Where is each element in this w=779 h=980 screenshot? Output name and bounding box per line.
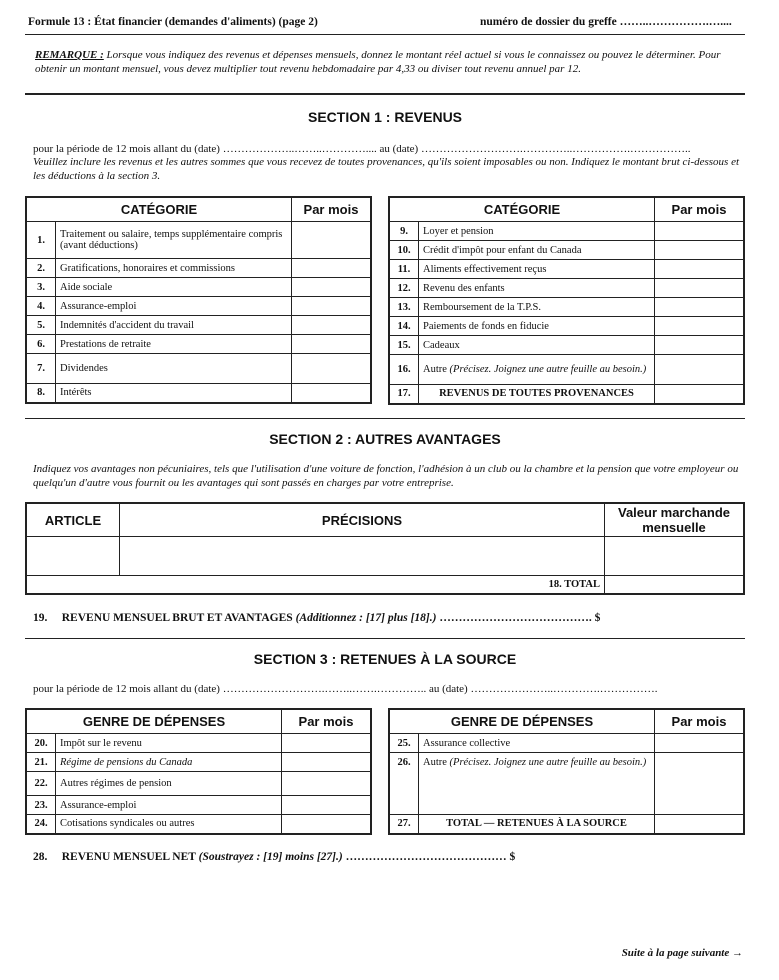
- col-expense-type: GENRE DE DÉPENSES: [389, 709, 655, 734]
- amount-field[interactable]: [655, 222, 745, 241]
- row-label: Impôt sur le revenu: [56, 734, 282, 753]
- row-number: 2.: [26, 259, 56, 278]
- section1-period[interactable]: pour la période de 12 mois allant du (date) ………………..……..………….... au (date) ……………………….…………..…………….……………..: [33, 143, 691, 155]
- line-number: 19.: [33, 612, 48, 624]
- row-label: Autre (Précisez. Joignez une autre feuille au besoin.): [419, 355, 655, 385]
- table-row: [389, 753, 744, 815]
- amount-field[interactable]: [655, 336, 745, 355]
- form-title: Formule 13 : État financier (demandes d'aliments) (page 2): [28, 16, 318, 28]
- section2-rule: [25, 638, 745, 639]
- amount-field[interactable]: [292, 222, 372, 259]
- table-row: [26, 316, 371, 335]
- row-label: Paiements de fonds en fiducie: [419, 317, 655, 336]
- row-label: Assurance collective: [419, 734, 655, 753]
- row-number: 15.: [389, 336, 419, 355]
- total-row: [389, 815, 744, 834]
- row-note: (Précisez. Joignez une autre feuille au besoin.): [449, 364, 647, 375]
- amount-field[interactable]: [655, 317, 745, 336]
- row-number: 6.: [26, 335, 56, 354]
- row-label: Assurance-emploi: [56, 796, 282, 815]
- row-number: 25.: [389, 734, 419, 753]
- amount-field[interactable]: [292, 354, 372, 384]
- remark-text: Lorsque vous indiquez des revenus et dépenses mensuels, donnez le montant réel actuel si vous le connaissez ou pouvez le déterminer. Pour obtenir un montant mensuel, vous devez multiplier tout revenu hebdomadaire par 4,33 ou diviser tout revenu annuel par 12.: [35, 49, 721, 75]
- col-category: CATÉGORIE: [26, 197, 292, 222]
- amount-field[interactable]: …………………………………… $: [345, 851, 516, 863]
- amount-field[interactable]: [292, 297, 372, 316]
- amount-field[interactable]: [282, 734, 372, 753]
- row-number: 14.: [389, 317, 419, 336]
- amount-field[interactable]: [655, 298, 745, 317]
- col-details: PRÉCISIONS: [120, 503, 605, 537]
- row-label: Aide sociale: [56, 278, 292, 297]
- row-number: 12.: [389, 279, 419, 298]
- table-row: [389, 355, 744, 385]
- row-label: Cadeaux: [419, 336, 655, 355]
- row-label: Intérêts: [56, 384, 292, 403]
- table-row: [26, 772, 371, 796]
- line-19: [33, 612, 600, 624]
- remark: [35, 48, 745, 76]
- col-category: CATÉGORIE: [389, 197, 655, 222]
- amount-field[interactable]: [655, 241, 745, 260]
- table-row: [26, 354, 371, 384]
- row-number: 20.: [26, 734, 56, 753]
- table-row: [26, 753, 371, 772]
- row-number: 7.: [26, 354, 56, 384]
- amount-field[interactable]: [655, 279, 745, 298]
- row-label: Autres régimes de pension: [56, 772, 282, 796]
- amount-field[interactable]: [655, 260, 745, 279]
- row-label: Loyer et pension: [419, 222, 655, 241]
- section3-title: SECTION 3 : RETENUES À LA SOURCE: [253, 651, 517, 667]
- total-label: 18. TOTAL: [26, 576, 605, 594]
- col-per-month: Par mois: [292, 197, 372, 222]
- table-row: [389, 317, 744, 336]
- line-label: REVENU MENSUEL NET: [61, 851, 196, 863]
- line-number: 28.: [33, 851, 48, 863]
- row-number: 5.: [26, 316, 56, 335]
- row-label: Assurance-emploi: [56, 297, 292, 316]
- value-field[interactable]: [605, 537, 745, 576]
- col-value: Valeur marchande mensuelle: [605, 503, 745, 537]
- table-row: [26, 278, 371, 297]
- col-expense-type: GENRE DE DÉPENSES: [26, 709, 282, 734]
- total-row: [26, 576, 744, 594]
- deductions-table-left: [25, 708, 372, 835]
- row-label: Revenu des enfants: [419, 279, 655, 298]
- col-per-month: Par mois: [655, 197, 745, 222]
- details-field[interactable]: [120, 537, 605, 576]
- total-field[interactable]: [655, 385, 745, 404]
- row-label: Cotisations syndicales ou autres: [56, 815, 282, 834]
- amount-field[interactable]: [655, 753, 745, 815]
- total-field[interactable]: [605, 576, 745, 594]
- col-article: ARTICLE: [26, 503, 120, 537]
- row-number: 27.: [389, 815, 419, 834]
- line-28: [33, 851, 515, 863]
- amount-field[interactable]: [655, 355, 745, 385]
- table-row: [389, 336, 744, 355]
- section2-title: SECTION 2 : AUTRES AVANTAGES: [269, 431, 501, 447]
- row-number: 11.: [389, 260, 419, 279]
- income-table-right: [388, 196, 745, 405]
- section1-title: SECTION 1 : REVENUS: [307, 109, 463, 125]
- row-label: Gratifications, honoraires et commissions: [56, 259, 292, 278]
- table-row: [389, 222, 744, 241]
- continued-next-page: Suite à la page suivante →: [621, 947, 743, 959]
- row-number: 10.: [389, 241, 419, 260]
- row-label: Remboursement de la T.P.S.: [419, 298, 655, 317]
- amount-field[interactable]: [655, 734, 745, 753]
- amount-field[interactable]: [292, 316, 372, 335]
- table-row: [26, 297, 371, 316]
- benefits-table: [25, 502, 745, 595]
- row-number: 21.: [26, 753, 56, 772]
- line-label: REVENU MENSUEL BRUT ET AVANTAGES: [61, 612, 293, 624]
- income-table-left: [25, 196, 372, 404]
- table-row: [26, 815, 371, 834]
- total-field[interactable]: [655, 815, 745, 834]
- section2-instructions: Indiquez vos avantages non pécuniaires, tels que l'utilisation d'une voiture de fonction, l'adhésion à un club ou la chambre et la pension que votre employeur ou quelqu'un d'autre vous fournit ou les avantages qui sont passés en charges par votre entreprise.: [33, 463, 739, 489]
- table-row: [26, 335, 371, 354]
- row-label: Dividendes: [56, 354, 292, 384]
- deductions-table-right: [388, 708, 745, 835]
- total-row: [389, 385, 744, 404]
- header-rule: [25, 34, 745, 35]
- row-label: Crédit d'impôt pour enfant du Canada: [419, 241, 655, 260]
- row-number: 3.: [26, 278, 56, 297]
- amount-field[interactable]: [292, 259, 372, 278]
- amount-field[interactable]: …………………………………. $: [439, 612, 601, 624]
- total-label: REVENUS DE TOUTES PROVENANCES: [419, 385, 655, 404]
- row-number: 26.: [389, 753, 419, 815]
- row-number: 4.: [26, 297, 56, 316]
- row-label: Autre (Précisez. Joignez une autre feuille au besoin.): [419, 753, 655, 815]
- section3-period[interactable]: pour la période de 12 mois allant du (date) ……………………….……..…….………….. au (date) …………………..………….…………….: [33, 683, 658, 695]
- table-row: [26, 796, 371, 815]
- line-note: (Soustrayez : [19] moins [27].): [198, 851, 343, 863]
- row-number: 9.: [389, 222, 419, 241]
- table-row: [389, 260, 744, 279]
- table-row: [389, 734, 744, 753]
- remark-label: REMARQUE :: [35, 49, 104, 61]
- row-label: Traitement ou salaire, temps supplémentaire compris (avant déductions): [56, 222, 292, 259]
- file-number-label: numéro de dossier du greffe ……..…………….…....: [480, 16, 732, 28]
- amount-field[interactable]: [282, 753, 372, 772]
- table-row: [26, 537, 744, 576]
- amount-field[interactable]: [282, 815, 372, 834]
- table-row: [26, 259, 371, 278]
- table-row: [389, 279, 744, 298]
- row-number: 17.: [389, 385, 419, 404]
- table-row: [26, 734, 371, 753]
- amount-field[interactable]: [282, 772, 372, 796]
- total-label: TOTAL — RETENUES À LA SOURCE: [419, 815, 655, 834]
- row-number: 16.: [389, 355, 419, 385]
- row-label: Prestations de retraite: [56, 335, 292, 354]
- row-number: 13.: [389, 298, 419, 317]
- row-number: 24.: [26, 815, 56, 834]
- section1-rule: [25, 418, 745, 419]
- table-row: [26, 222, 371, 259]
- table-row: [389, 298, 744, 317]
- row-label: Indemnités d'accident du travail: [56, 316, 292, 335]
- section1-instructions: Veuillez inclure les revenus et les autres sommes que vous recevez de toutes provenances, qu'ils soient imposables ou non. Indiquez le montant brut ci-dessous et les déductions à la section 3.: [33, 156, 740, 182]
- line-note: (Additionnez : [17] plus [18].): [295, 612, 437, 624]
- amount-field[interactable]: [292, 335, 372, 354]
- row-number: 1.: [26, 222, 56, 259]
- col-per-month: Par mois: [282, 709, 372, 734]
- article-field[interactable]: [26, 537, 120, 576]
- row-label: Régime de pensions du Canada: [56, 753, 282, 772]
- table-row: [26, 384, 371, 403]
- col-per-month: Par mois: [655, 709, 745, 734]
- remark-rule: [25, 93, 745, 95]
- amount-field[interactable]: [292, 278, 372, 297]
- row-number: 23.: [26, 796, 56, 815]
- row-number: 8.: [26, 384, 56, 403]
- amount-field[interactable]: [292, 384, 372, 403]
- table-row: [389, 241, 744, 260]
- row-label: Aliments effectivement reçus: [419, 260, 655, 279]
- row-number: 22.: [26, 772, 56, 796]
- row-note: (Précisez. Joignez une autre feuille au besoin.): [449, 757, 647, 768]
- amount-field[interactable]: [282, 796, 372, 815]
